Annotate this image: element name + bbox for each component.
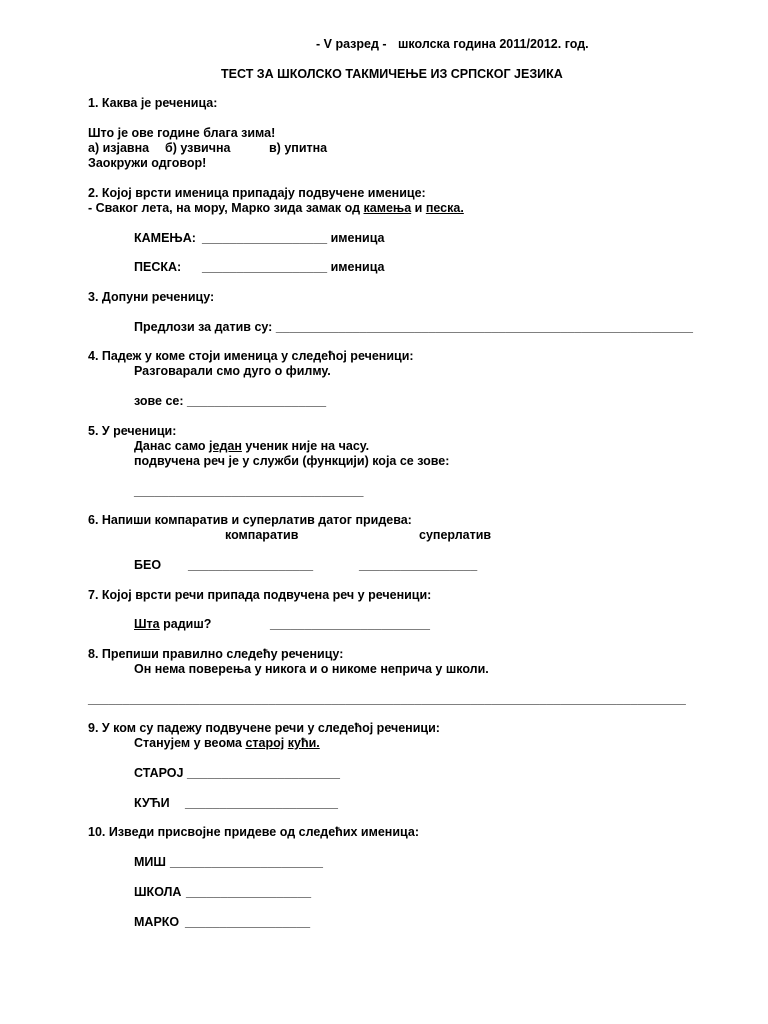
q2-underlined-word-1: камења [363, 201, 412, 215]
q9-underlined-word-1: старој [245, 736, 285, 750]
q1-option-b: б) узвична [165, 141, 231, 155]
q5-underlined-word: један [209, 439, 242, 453]
q10-answer-blank-2[interactable]: __________________ [186, 885, 312, 899]
q6-question: 6. Напиши компаратив и суперлатив датог придева: [88, 513, 412, 527]
q7-question: 7. Којој врсти речи припада подвучена реч у реченици: [88, 588, 432, 602]
page-title: ТЕСТ ЗА ШКОЛСКО ТАКМИЧЕЊЕ ИЗ СРПСКОГ ЈЕЗИКА [221, 67, 563, 81]
q10-question: 10. Изведи присвојне придеве од следећих именица: [88, 825, 419, 839]
q9-question: 9. У ком су падежу подвучене речи у следећој реченици: [88, 721, 440, 735]
q2-sentence-start: - Сваког лета, на мору, Марко зида замак од [88, 201, 364, 215]
q9-answer-blank-1[interactable]: ______________________ [187, 766, 340, 780]
q8-question: 8. Препиши правилно следећу реченицу: [88, 647, 344, 661]
q3-question: 3. Допуни реченицу: [88, 290, 215, 304]
q2-answer-blank-1[interactable]: __________________ именица [202, 231, 385, 245]
q10-answer-blank-1[interactable]: ______________________ [170, 855, 323, 869]
q1-question: 1. Каква је реченица: [88, 96, 218, 110]
q6-word: БЕО [134, 558, 162, 572]
school-year: школска година 2011/2012. год. [398, 37, 589, 51]
q6-comparative-blank[interactable]: __________________ [188, 558, 314, 572]
q2-conjunction: и [411, 201, 426, 215]
q7-sentence [134, 617, 211, 632]
q1-option-a: а) изјавна [88, 141, 150, 155]
q5-text: подвучена реч је у служби (функцији) која се зове: [134, 454, 450, 468]
q5-question: 5. У реченици: [88, 424, 177, 438]
q9-label-1: СТАРОЈ [134, 766, 184, 780]
q10-label-1: МИШ [134, 855, 166, 869]
q8-answer-line[interactable]: ______________________________________________________________________________________ [88, 692, 686, 706]
q5-sentence-start: Данас само [134, 439, 210, 453]
q9-answer-blank-2[interactable]: ______________________ [185, 796, 338, 810]
q2-sentence [88, 201, 464, 216]
q10-answer-blank-3[interactable]: __________________ [185, 915, 311, 929]
q2-underlined-word-2: песка. [425, 201, 464, 215]
q9-sentence [134, 736, 320, 751]
grade-label: - V разред - [316, 37, 387, 51]
q6-column-superlative: суперлатив [419, 528, 492, 542]
q2-label-2: ПЕСКА: [134, 260, 182, 274]
q6-column-comparative: компаратив [225, 528, 299, 542]
q9-underlined-word-2: кући. [287, 736, 320, 750]
q1-instruction: Заокружи одговор! [88, 156, 207, 170]
q7-rest: радиш? [159, 617, 212, 631]
q5-sentence [134, 439, 369, 454]
q5-answer-blank[interactable]: _________________________________ [134, 484, 364, 498]
q1-sentence: Што је ове године блага зима! [88, 126, 276, 140]
q1-option-c: в) упитна [269, 141, 328, 155]
q7-underlined-word: Шта [134, 617, 160, 631]
q4-sentence: Разговарали смо дуго о филму. [134, 364, 331, 378]
q6-superlative-blank[interactable]: _________________ [359, 558, 478, 572]
q4-question: 4. Падеж у коме стоји именица у следећој реченици: [88, 349, 414, 363]
q5-sentence-end: ученик није на часу. [241, 439, 370, 453]
q9-label-2: КУЋИ [134, 796, 170, 810]
q8-sentence: Он нема поверења у никога и о никоме неприча у школи. [134, 662, 489, 676]
q4-answer[interactable]: зове се: ____________________ [134, 394, 327, 408]
q9-sentence-start: Станујем у веома [134, 736, 246, 750]
q2-label-1: КАМЕЊА: [134, 231, 196, 245]
q10-label-2: ШКОЛА [134, 885, 182, 899]
q7-answer-blank[interactable]: _______________________ [270, 617, 430, 631]
q2-question: 2. Којој врсти именица припадају подвучене именице: [88, 186, 426, 200]
q3-answer-line[interactable]: Предлози за датив су: ____________________________________________________________ [134, 320, 693, 334]
q2-answer-blank-2[interactable]: __________________ именица [202, 260, 385, 274]
q10-label-3: МАРКО [134, 915, 180, 929]
